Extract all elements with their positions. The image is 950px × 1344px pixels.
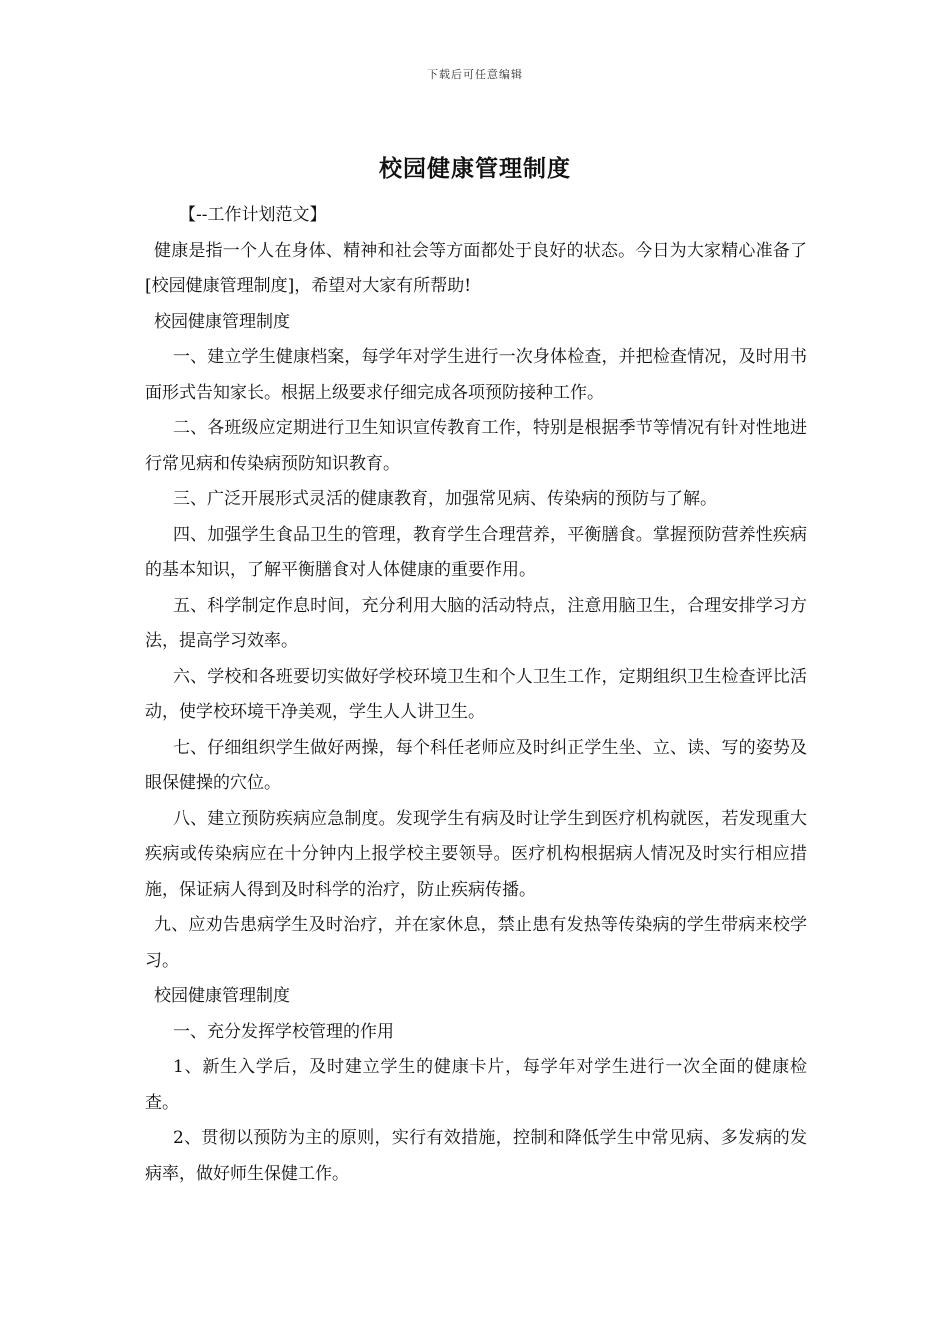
document-body — [145, 198, 807, 1192]
paragraph: 四、加强学生食品卫生的管理，教育学生合理营养，平衡膳食。掌握预防营养性疾病的基本知识，了解平衡膳食对人体健康的重要作用。 — [145, 524, 807, 580]
paragraph: 三、广泛开展形式灵活的健康教育，加强常见病、传染病的预防与了解。 — [173, 489, 717, 509]
paragraph: 1、新生入学后，及时建立学生的健康卡片，每学年对学生进行一次全面的健康检查。 — [145, 1057, 807, 1113]
paragraph: 五、科学制定作息时间，充分利用大脑的活动特点，注意用脑卫生，合理安排学习方法，提高学习效率。 — [145, 595, 807, 651]
subsection-heading: 一、充分发挥学校管理的作用 — [173, 1021, 394, 1042]
intro-paragraph: 健康是指一个人在身体、精神和社会等方面都处于良好的状态。今日为大家精心准备了[校园健康管理制度]，希望对大家有所帮助! — [145, 240, 807, 296]
paragraph: 六、学校和各班要切实做好学校环境卫生和个人卫生工作，定期组织卫生检查评比活动，使学校环境干净美观，学生人人讲卫生。 — [145, 666, 807, 722]
section-heading: 校园健康管理制度 — [154, 311, 290, 332]
paragraph: 二、各班级应定期进行卫生知识宣传教育工作，特别是根据季节等情况有针对性地进行常见病和传染病预防知识教育。 — [145, 418, 807, 474]
paragraph: 八、建立预防疾病应急制度。发现学生有病及时让学生到医疗机构就医，若发现重大疾病或传染病应在十分钟内上报学校主要领导。医疗机构根据病人情况及时实行相应措施，保证病人得到及时科学的治疗，防止疾病传播。 — [145, 808, 807, 900]
paragraph: 七、仔细组织学生做好两操，每个科任老师应及时纠正学生坐、立、读、写的姿势及眼保健操的穴位。 — [145, 737, 807, 793]
page-title: 校园健康管理制度 — [379, 155, 571, 182]
paragraph: 九、应劝告患病学生及时治疗，并在家休息，禁止患有发热等传染病的学生带病来校学习。 — [145, 915, 807, 971]
paragraph: 2、贯彻以预防为主的原则，实行有效措施，控制和降低学生中常见病、多发病的发病率，做好师生保健工作。 — [145, 1128, 807, 1184]
section-heading: 校园健康管理制度 — [154, 986, 290, 1006]
paragraph: 一、建立学生健康档案，每学年对学生进行一次身体检查，并把检查情况，及时用书面形式告知家长。根据上级要求仔细完成各项预防接种工作。 — [145, 347, 807, 403]
subtitle: 【--工作计划范文】 — [179, 205, 327, 225]
header-note: 下载后可任意编辑 — [427, 68, 523, 81]
